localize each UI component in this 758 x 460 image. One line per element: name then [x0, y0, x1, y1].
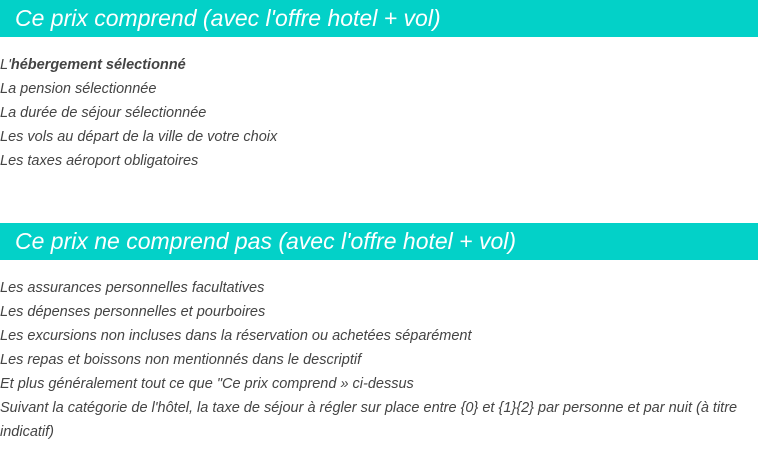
list-item: Les repas et boissons non mentionnés dans le descriptif — [0, 352, 362, 368]
list-item: Suivant la catégorie de l'hôtel, la taxe de séjour à régler sur place entre {0} et {1}{2} par personne et par nuit (à titre indicatif) — [0, 400, 738, 440]
list-item: Les vols au départ de la ville de votre choix — [0, 129, 278, 145]
list-item-prefix: L' — [0, 57, 11, 73]
excluded-list — [0, 276, 740, 444]
list-item: La pension sélectionnée — [0, 81, 157, 97]
included-list — [0, 53, 740, 173]
list-item: Les dépenses personnelles et pourboires — [0, 304, 266, 320]
list-item: Les assurances personnelles facultatives — [0, 280, 265, 296]
list-item: Les taxes aéroport obligatoires — [0, 153, 199, 169]
list-item: Et plus généralement tout ce que "Ce prix comprend » ci-dessus — [0, 376, 414, 392]
list-item — [0, 53, 740, 77]
list-item-bold: hébergement sélectionné — [10, 57, 186, 73]
included-section-title: Ce prix comprend (avec l'offre hotel + vol) — [0, 0, 758, 37]
list-item: La durée de séjour sélectionnée — [0, 105, 207, 121]
excluded-section-title: Ce prix ne comprend pas (avec l'offre hotel + vol) — [0, 223, 758, 260]
list-item: Les excursions non incluses dans la réservation ou achetées séparément — [0, 328, 472, 344]
